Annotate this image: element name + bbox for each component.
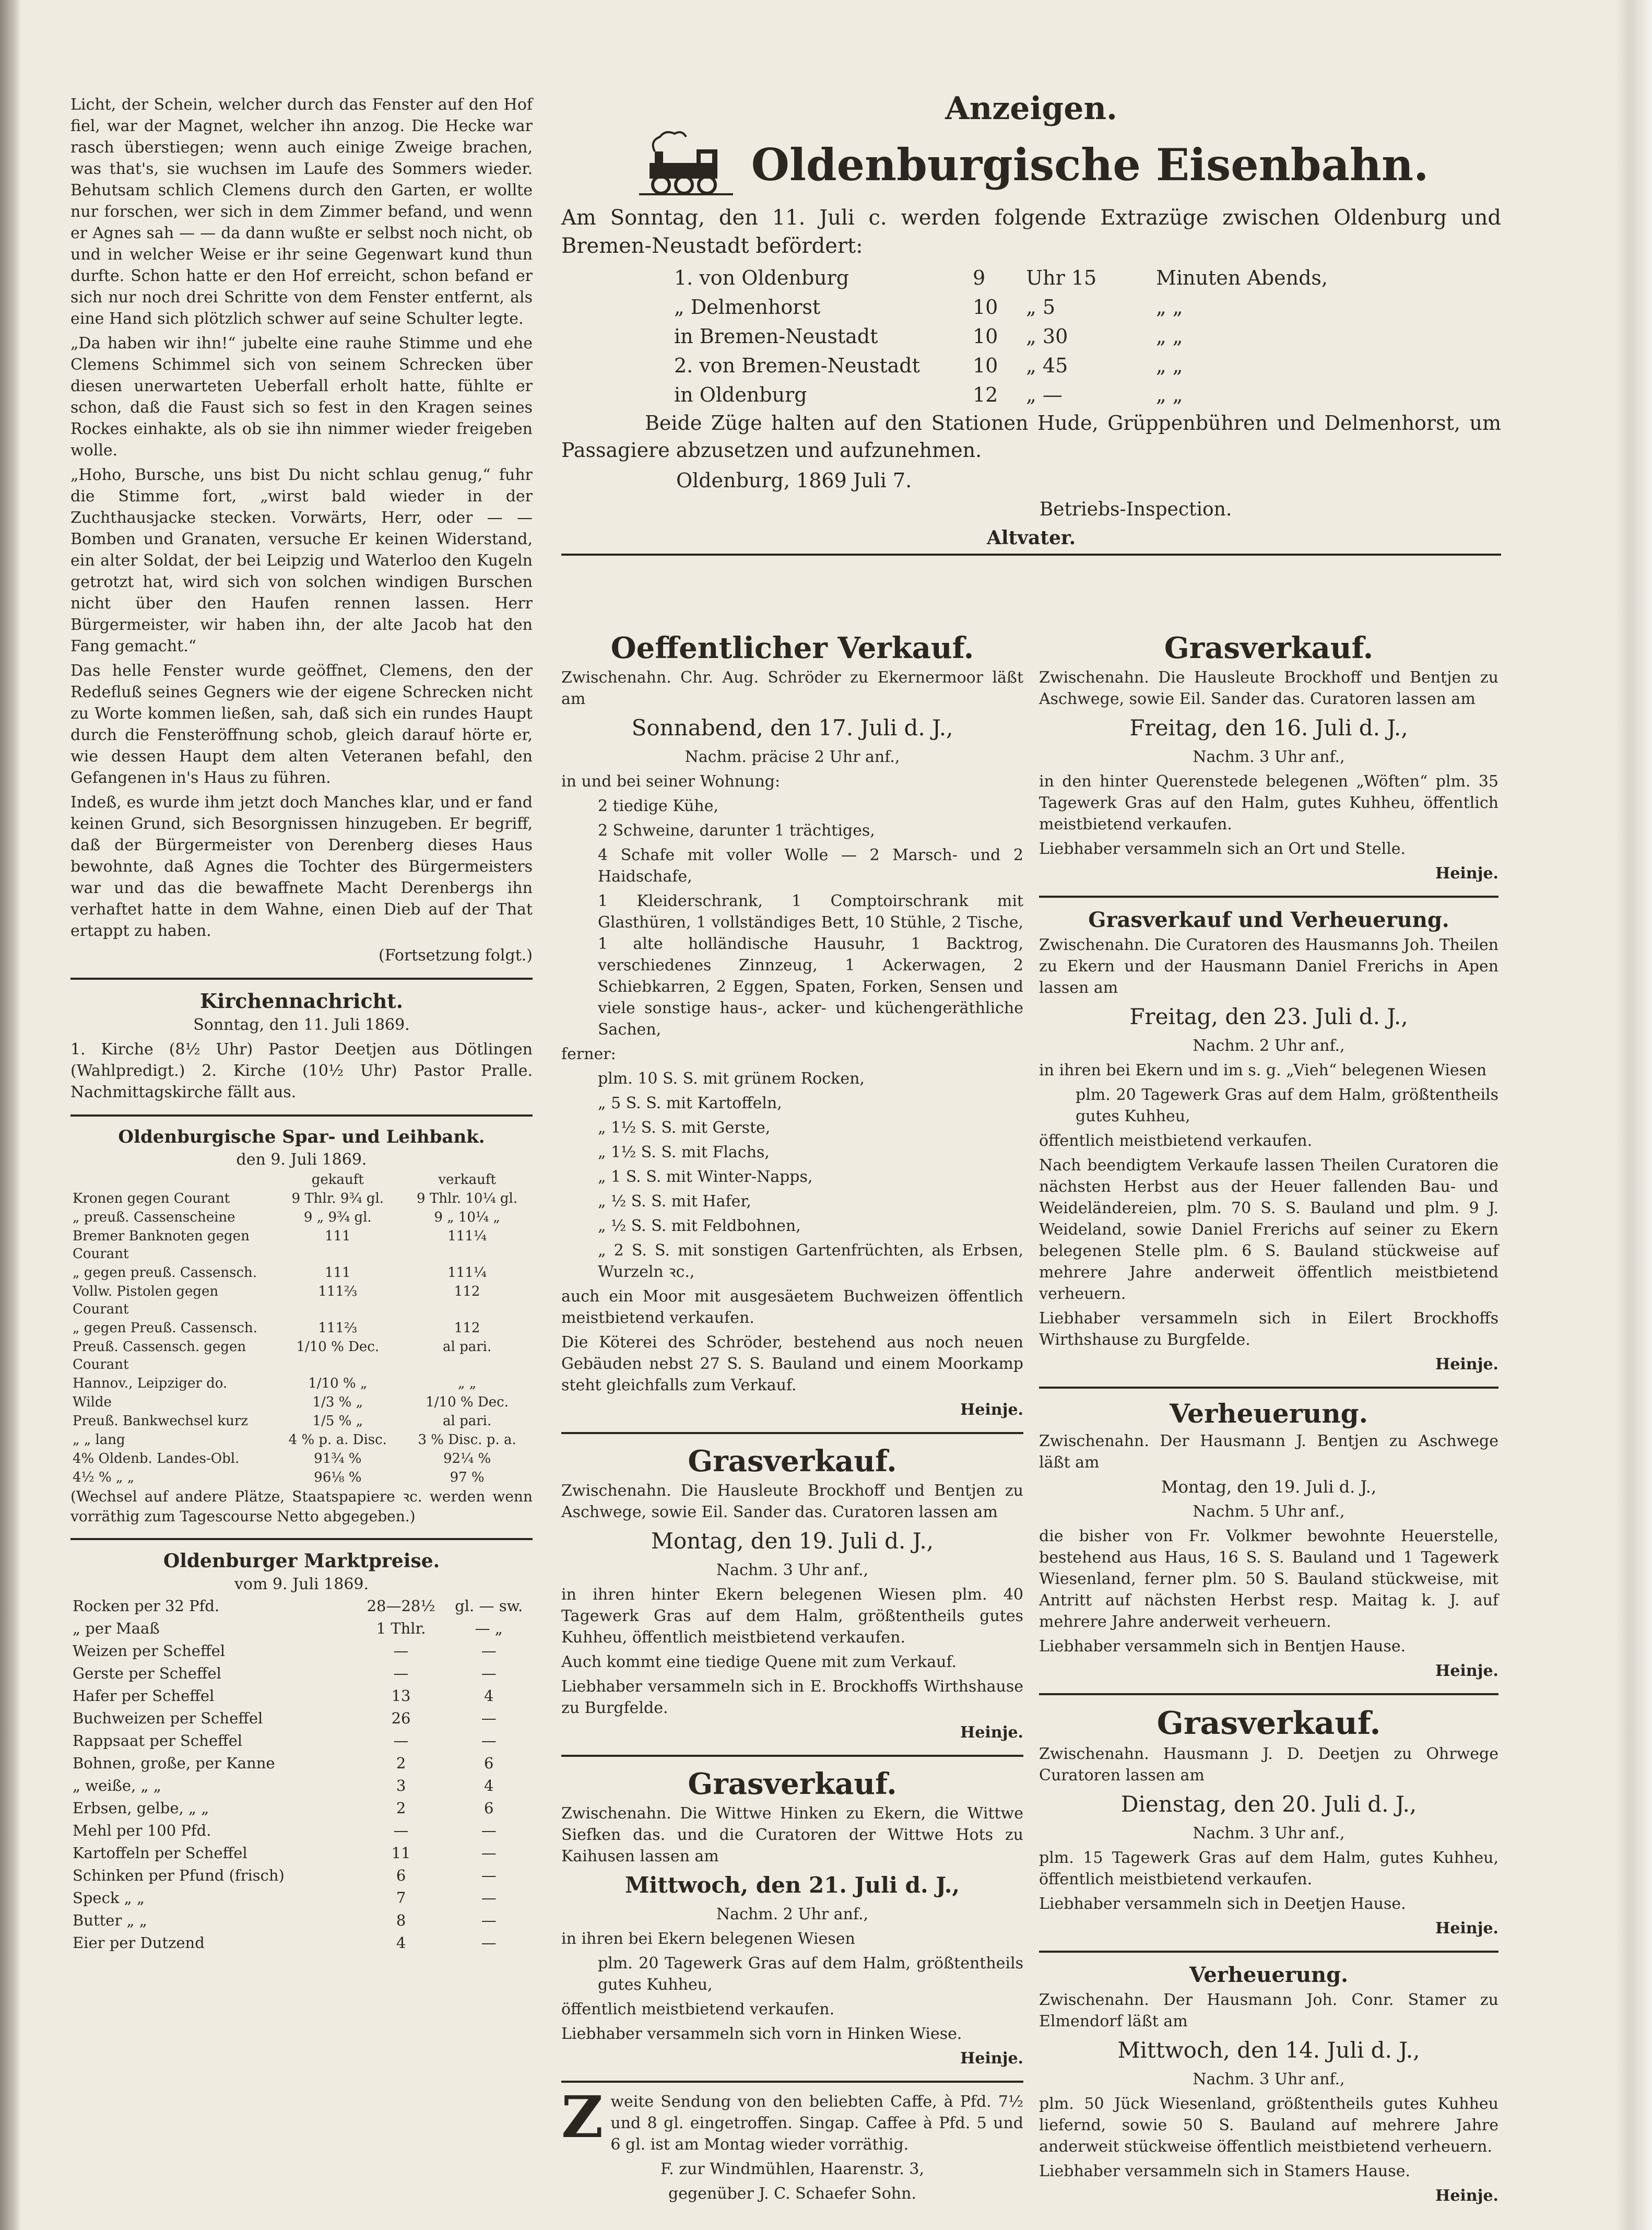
ad1-tail: auch ein Moor mit ausgesäetem Buchweizen öffentlich meistbietend verkaufen.: [561, 1287, 1023, 1327]
table-cell: Kronen gegen Courant: [73, 1191, 230, 1206]
table-cell: 2: [396, 1799, 406, 1817]
table-cell: 91¾ %: [314, 1451, 362, 1466]
ad1-tail: Die Köterei des Schröder, bestehend aus noch neuen Gebäuden nebst 27 S. S. Bauland und einem Moorkamp steht gleichfalls zum Verkauf.: [561, 1333, 1023, 1394]
table-cell: 9 „ 9¾ gl.: [303, 1210, 372, 1225]
table-row: [70, 1662, 533, 1685]
ad5-date: Freitag, den 16. Juli d. J.,: [1129, 715, 1408, 741]
table-cell: Rocken per 32 Pfd.: [73, 1597, 220, 1615]
table-cell: 1/5 % „: [312, 1413, 363, 1429]
ad8-meet: Liebhaber versammeln sich in Deetjen Hause.: [1039, 1895, 1406, 1913]
ad7-meet: Liebhaber versammeln sich in Bentjen Hause.: [1039, 1637, 1406, 1656]
table-cell: Gerste per Scheffel: [73, 1664, 221, 1682]
table-row: [70, 1640, 533, 1662]
story-paragraph: „Da haben wir ihn!“ jubelte eine rauhe Stimme und ehe Clemens Schimmel sich von seinem Schrecken über diesen unerwarteten Ueberfall erholt hatte, fühlte er schon, daß die Faust sich so fest in den Kragen seines Rockes einhakte, als ob sie ihn nimmer wieder freigeben wolle.: [70, 334, 533, 460]
bank-note: (Wechsel auf andere Plätze, Staatspapiere ꝛc. werden wenn vorräthig zum Tagescourse Netto abgegeben.): [70, 1488, 533, 1525]
ad3-date: Mittwoch, den 21. Juli d. J.,: [624, 1872, 960, 1898]
ad9-body: plm. 50 Jück Wiesenland, größtentheils gutes Kuhheu liefernd, sowie 50 S. Bauland auf mehrere Jahre anderweit stückweise öffentlich meistbietend verheuern.: [1039, 2095, 1498, 2156]
table-row: [70, 1337, 533, 1374]
ad5-meet: Liebhaber versammeln sich an Ort und Stelle.: [1039, 840, 1406, 858]
markt-table: [70, 1595, 533, 1954]
ad7-body: die bisher von Fr. Volkmer bewohnte Heuerstelle, bestehend aus Haus, 16 S. S. Bauland und 1 Tagewerk Wiesenland, ferner plm. 50 S. Bauland stückweise, mit Antritt auf nächsten Herbst resp. Maitag k. J. auf mehrere Jahre anderweit verheuern.: [1039, 1527, 1498, 1631]
table-cell: „ „: [457, 1376, 477, 1391]
ad3-time: Nachm. 2 Uhr anf.,: [716, 1905, 869, 1923]
ad1-item: „ 1½ S. S. mit Flachs,: [598, 1143, 770, 1161]
story-paragraph: Licht, der Schein, welcher durch das Fenster auf den Hof fiel, war der Magnet, welcher ihn anzog. Die Hecke war rasch überstiegen; wenn auch einige Zweige brachen, was that's, sie wuchsen im Laufe des Sommers wieder. Behutsam schlich Clemens durch den Garten, er wollte nur forschen, wer sich in dem Zimmer befand, und wenn er Agnes sah — — da dann wußte er selbst noch nicht, ob und in welcher Weise er ihr seine Gegenwart kund thun durfte. Schon hatte er den Hof erreicht, schon befand er sich nur noch drei Schritte von dem Fenster entfernt, als eine Hand sich plötzlich schwer auf seine Schulter legte.: [70, 96, 533, 328]
table-row: [70, 1282, 533, 1319]
ad2-meet: Liebhaber versammeln sich in E. Brockhoffs Wirthshause zu Burgfelde.: [561, 1677, 1023, 1717]
table-cell: „ —: [1026, 383, 1063, 406]
table-cell: Vollw. Pistolen gegen Courant: [73, 1284, 219, 1317]
table-cell: Bremer Banknoten gegen Courant: [73, 1228, 250, 1262]
table-row: [70, 1374, 533, 1393]
ad6-body: plm. 20 Tagewerk Gras auf dem Halm, größtentheils gutes Kuhheu,: [1076, 1086, 1498, 1125]
ad1-date: Sonnabend, den 17. Juli d. J.,: [631, 715, 953, 741]
table-cell: Speck „ „: [73, 1889, 145, 1907]
bank-date: den 9. Juli 1869.: [236, 1151, 367, 1169]
table-header: gekauft: [311, 1172, 364, 1188]
table-cell: „ weiße, „ „: [73, 1777, 161, 1794]
table-row: [70, 1393, 533, 1412]
table-cell: 6: [483, 1799, 494, 1817]
kirche-date: Sonntag, den 11. Juli 1869.: [193, 1016, 410, 1034]
table-row: [70, 1685, 533, 1707]
kirche-title: Kirchennachricht.: [199, 989, 404, 1013]
ad9-signature: Heinje.: [1435, 2187, 1498, 2205]
railway-title: Oldenburgische Eisenbahn.: [751, 138, 1429, 191]
table-cell: 112: [454, 1284, 480, 1299]
story-paragraph: „Hoho, Bursche, uns bist Du nicht schlau genug,“ fuhr die Stimme fort, „wirst bald wieder in der Zuchthausjacke stecken. Vorwärts, Herr, oder — — Bomben und Granaten, versuche Er keinen Widerstand, ein alter Soldat, der bei Leipzig und Waterloo den Kugeln getrotzt hat, wird sich von solchen windigen Burschen nicht über den Haufen rennen lassen. Herr Bürgermeister, wir haben ihn, der alte Jacob hat den Fang gemacht.“: [70, 466, 533, 655]
markt-date: vom 9. Juli 1869.: [234, 1575, 369, 1593]
table-cell: „ „: [1156, 325, 1183, 348]
table-row: [70, 1468, 533, 1487]
ad8-body: plm. 15 Tagewerk Gras auf dem Halm, gutes Kuhheu, öffentlich meistbietend verkaufen.: [1039, 1849, 1498, 1888]
ad2-extra: Auch kommt eine tiedige Quene mit zum Verkauf.: [561, 1653, 957, 1671]
table-cell: Uhr 15: [1026, 266, 1097, 289]
table-cell: 112: [454, 1320, 480, 1336]
table-row: [70, 1842, 533, 1864]
ad4-text: [561, 2083, 1023, 2155]
ad7-lead: Zwischenahn. Der Hausmann J. Bentjen zu Aschwege läßt am: [1039, 1432, 1498, 1472]
ad2-signature: Heinje.: [960, 1723, 1023, 1742]
table-row: [70, 1797, 533, 1820]
table-row: [70, 1775, 533, 1797]
table-row: [70, 1932, 533, 1954]
ad1-item: 4 Schafe mit voller Wolle — 2 Marsch- und 2 Haidschafe,: [598, 846, 1023, 886]
divider: [561, 1755, 1023, 1757]
table-cell: 1/3 % „: [312, 1394, 363, 1410]
table-cell: Buchweizen per Scheffel: [73, 1709, 263, 1727]
ad2-date: Montag, den 19. Juli d. J.,: [651, 1528, 934, 1554]
table-cell: 111: [324, 1228, 351, 1244]
ad1-item: 2 Schweine, darunter 1 trächtiges,: [598, 821, 875, 840]
table-cell: Rappsaat per Scheffel: [73, 1732, 243, 1750]
ad9-meet: Liebhaber versammeln sich in Stamers Hause.: [1039, 2162, 1411, 2180]
table-cell: —: [393, 1642, 409, 1660]
table-cell: Mehl per 100 Pfd.: [73, 1822, 211, 1839]
table-cell: 9 Thlr. 10¼ gl.: [417, 1191, 518, 1206]
table-cell: 4: [483, 1777, 494, 1794]
ad9-title: Verheuerung.: [1189, 1963, 1349, 1987]
divider: [561, 554, 1501, 556]
divider: [561, 1432, 1023, 1434]
bank-table: [70, 1170, 533, 1487]
ad7-signature: Heinje.: [1435, 1662, 1498, 1680]
table-cell: 1. von Oldenburg: [674, 266, 849, 289]
ad6-sale: öffentlich meistbietend verkaufen.: [1039, 1132, 1313, 1150]
ad1-item: „ ½ S. S. mit Hafer,: [598, 1192, 751, 1211]
ad5-body: in den hinter Querenstede belegenen „Wöften“ plm. 35 Tagewerk Gras auf den Halm, gutes Kuhheu, öffentlich meistbietend verkaufen.: [1039, 772, 1498, 834]
table-row: [70, 1864, 533, 1887]
table-cell: 6: [396, 1867, 406, 1884]
bank-title: Oldenburgische Spar- und Leihbank.: [118, 1126, 485, 1147]
divider: [70, 1538, 533, 1540]
table-cell: „ preuß. Cassenscheine: [73, 1210, 235, 1225]
ad1-item: „ 2 S. S. mit sonstigen Gartenfrüchten, als Erbsen, Wurzeln ꝛc.,: [598, 1241, 1023, 1281]
table-cell: 96⅛ %: [314, 1470, 362, 1485]
ad2-lead: Zwischenahn. Die Hausleute Brockhoff und Bentjen zu Aschwege, sowie Eil. Sander das. Curatoren lassen am: [561, 1482, 1023, 1521]
continuation-note: (Fortsetzung folgt.): [379, 946, 533, 965]
divider: [1039, 1387, 1498, 1389]
table-row: [671, 351, 1454, 380]
table-cell: 111⅔: [318, 1284, 358, 1299]
railway-place-date: Oldenburg, 1869 Juli 7.: [676, 469, 912, 492]
table-cell: 12: [973, 383, 998, 406]
table-cell: Preuß. Bankwechsel kurz: [73, 1413, 248, 1429]
table-cell: „ 5: [1026, 296, 1056, 319]
ad4-address: gegenüber J. C. Schaefer Sohn.: [668, 2185, 916, 2203]
table-cell: —: [481, 1911, 497, 1929]
railway-intro: Am Sonntag, den 11. Juli c. werden folgende Extrazüge zwischen Oldenburg und Bremen-Neustadt befördert:: [561, 206, 1501, 258]
ad1-time: Nachm. präcise 2 Uhr anf.,: [685, 748, 900, 766]
table-row: [70, 1820, 533, 1842]
table-row: [70, 1208, 533, 1227]
ad1-item: 1 Kleiderschrank, 1 Comptoirschrank mit Glasthüren, 1 vollständiges Bett, 10 Stühle, 2 Tische, 1 alte holländische Hausuhr, 1 Backtrog, verschiedenes Zinnzeug, 1 Ackerwagen, 2 Schiebkarren, 2 Eggen, Spaten, Forken, Sensen und viele sonstige haus-, acker- und küchengeräthliche Sachen,: [598, 892, 1023, 1039]
divider: [70, 1114, 533, 1117]
table-cell: 10: [973, 296, 998, 319]
table-cell: 2: [396, 1754, 406, 1772]
ad9-date: Mittwoch, den 14. Juli d. J.,: [1117, 2037, 1420, 2063]
ad1-where: in und bei seiner Wohnung:: [561, 772, 781, 791]
ad1-item: „ 5 S. S. mit Kartoffeln,: [598, 1094, 782, 1112]
railway-office: Betriebs-Inspection.: [1039, 499, 1232, 520]
table-cell: —: [481, 1709, 497, 1727]
divider: [1039, 1951, 1498, 1953]
ad8-time: Nachm. 3 Uhr anf.,: [1193, 1824, 1345, 1842]
ad6-signature: Heinje.: [1435, 1355, 1498, 1374]
ad5-title: Grasverkauf.: [1164, 631, 1374, 665]
table-cell: 9 Thlr. 9¾ gl.: [291, 1191, 384, 1206]
divider: [1039, 1693, 1498, 1695]
table-row: [70, 1730, 533, 1752]
ad1-item: 2 tiedige Kühe,: [598, 797, 719, 815]
ad1-title: Oeffentlicher Verkauf.: [610, 631, 974, 665]
ad1-ferner: ferner:: [561, 1045, 616, 1063]
table-cell: „ 45: [1026, 354, 1068, 377]
table-cell: 10: [973, 354, 998, 377]
table-cell: Weizen per Scheffel: [73, 1642, 226, 1660]
table-cell: 1/10 % Dec.: [296, 1339, 380, 1355]
table-cell: Minuten Abends,: [1156, 266, 1328, 289]
table-cell: Hannov., Leipziger do.: [73, 1376, 228, 1391]
ad8-date: Dienstag, den 20. Juli d. J.,: [1120, 1791, 1417, 1817]
table-cell: Erbsen, gelbe, „ „: [73, 1799, 209, 1817]
ad5-lead: Zwischenahn. Die Hausleute Brockhoff und Bentjen zu Aschwege, sowie Eil. Sander das. Curatoren lassen am: [1039, 668, 1498, 708]
left-column: [70, 94, 533, 1954]
table-cell: 13: [391, 1687, 411, 1705]
table-row: [70, 1227, 533, 1263]
ad6-date: Freitag, den 23. Juli d. J.,: [1129, 1004, 1408, 1029]
table-cell: „ „: [1156, 296, 1183, 319]
table-row: [70, 1263, 533, 1282]
table-cell: „ „: [1156, 383, 1183, 406]
table-cell: in Bremen-Neustadt: [674, 325, 878, 348]
ad3-meet: Liebhaber versammeln sich vorn in Hinken Wiese.: [561, 2025, 962, 2043]
ad2-title: Grasverkauf.: [688, 1444, 897, 1478]
table-row: [70, 1595, 533, 1617]
timetable: [671, 263, 1454, 409]
locomotive-icon: [634, 131, 738, 198]
ad3-title: Grasverkauf.: [688, 1767, 897, 1801]
table-header-row: [70, 1170, 533, 1189]
table-cell: 1/10 % „: [308, 1376, 368, 1391]
railway-title-row: [561, 131, 1501, 198]
table-cell: „ 30: [1026, 325, 1068, 348]
table-cell: al pari.: [442, 1413, 492, 1429]
ad6-meet: Liebhaber versammeln sich in Eilert Brockhoffs Wirthshause zu Burgfelde.: [1039, 1309, 1498, 1349]
table-header: verkauft: [438, 1172, 496, 1188]
table-cell: 111: [324, 1265, 351, 1281]
table-cell: 4½ % „ „: [73, 1470, 135, 1485]
table-cell: al pari.: [442, 1339, 492, 1355]
table-cell: —: [481, 1822, 497, 1839]
table-row: [70, 1412, 533, 1430]
table-row: [70, 1189, 533, 1208]
table-cell: 6: [483, 1754, 494, 1772]
table-cell: 3: [396, 1777, 406, 1794]
table-cell: „ gegen Preuß. Cassensch.: [73, 1320, 257, 1336]
middle-column: [561, 629, 1023, 2208]
table-cell: 111⅔: [318, 1320, 358, 1336]
table-cell: gl. — sw.: [455, 1597, 523, 1615]
table-cell: 1/10 % Dec.: [426, 1394, 509, 1410]
railway-outro: Beide Züge halten auf den Stationen Hude, Grüppenbühren und Delmenhorst, um Passagiere abzusetzen und aufzunehmen.: [561, 412, 1501, 462]
table-cell: —: [481, 1934, 497, 1952]
table-cell: —: [393, 1822, 409, 1839]
table-cell: 97 %: [450, 1470, 485, 1485]
table-cell: „ per Maaß: [73, 1619, 160, 1637]
ad3-sale: öffentlich meistbietend verkaufen.: [561, 2000, 835, 2018]
divider: [561, 2081, 1023, 2083]
ad7-date: Montag, den 19. Juli d. J.,: [1161, 1477, 1377, 1497]
table-cell: —: [481, 1889, 497, 1907]
ad3-lead: Zwischenahn. Die Wittwe Hinken zu Ekern, die Wittwe Siefken das. und die Curatoren der Wittwe Hots zu Kaihusen lassen am: [561, 1804, 1023, 1865]
table-row: [70, 1909, 533, 1932]
table-cell: Hafer per Scheffel: [73, 1687, 215, 1705]
table-row: [70, 1617, 533, 1640]
table-cell: Butter „ „: [73, 1911, 147, 1929]
ad7-time: Nachm. 5 Uhr anf.,: [1193, 1503, 1345, 1521]
table-cell: 111¼: [447, 1228, 487, 1244]
ad5-time: Nachm. 3 Uhr anf.,: [1193, 748, 1345, 766]
table-row: [70, 1887, 533, 1909]
ad6-lead: Zwischenahn. Die Curatoren des Hausmanns Joh. Theilen zu Ekern und der Hausmann Daniel Frerichs in Apen lassen am: [1039, 936, 1498, 997]
table-cell: 1 Thlr.: [376, 1619, 426, 1637]
table-cell: —: [393, 1732, 409, 1750]
table-cell: —: [481, 1642, 497, 1660]
ad3-signature: Heinje.: [960, 2049, 1023, 2068]
ad7-title: Verheuerung.: [1169, 1398, 1368, 1429]
ad8-signature: Heinje.: [1435, 1919, 1498, 1938]
table-cell: —: [481, 1732, 497, 1750]
ad1-item: „ 1½ S. S. mit Gerste,: [598, 1119, 771, 1137]
ad9-lead: Zwischenahn. Der Hausmann Joh. Conr. Stamer zu Elmendorf läßt am: [1039, 1991, 1498, 2031]
table-cell: —: [393, 1664, 409, 1682]
table-cell: Kartoffeln per Scheffel: [73, 1844, 247, 1862]
ad1-item: „ 1 S. S. mit Winter-Napps,: [598, 1168, 813, 1186]
ad2-time: Nachm. 3 Uhr anf.,: [716, 1561, 869, 1579]
ad1-item: „ ½ S. S. mit Feldbohnen,: [598, 1217, 801, 1235]
ad1-signature: Heinje.: [960, 1401, 1023, 1419]
table-cell: 26: [391, 1709, 411, 1727]
table-cell: 11: [391, 1844, 411, 1862]
table-row: [70, 1430, 533, 1449]
table-cell: 9: [973, 266, 986, 289]
table-cell: 92¼ %: [443, 1451, 491, 1466]
table-cell: 28—28½: [367, 1597, 435, 1615]
table-cell: Bohnen, große, per Kanne: [73, 1754, 275, 1772]
story-paragraph: Das helle Fenster wurde geöffnet, Clemens, den der Redefluß seines Gegners wie der eigene Schrecken nicht zu Worte kommen ließen, sah, daß sich ein rundes Haupt durch die Fensteröffnung schob, gleich darauf hörte er, wie dessen Haupt dem alten Veteranen befahl, den Gefangenen in's Haus zu führen.: [70, 662, 533, 787]
table-cell: —: [481, 1844, 497, 1862]
table-cell: 2. von Bremen-Neustadt: [674, 354, 920, 377]
table-row: [70, 1707, 533, 1730]
ad6-after: Nach beendigtem Verkaufe lassen Theilen Curatoren die nächsten Herbst aus der Heuer fallenden Bau- und Weideländereien, plm. 70 S. S. Bauland und plm. 9 J. Weideland, sowie Daniel Frerichs auf seiner zu Ekern belegenen Stelle plm. 6 S. Bauland stückweise auf mehrere Jahre anderweit öffentlich meistbietend verheuern.: [1039, 1156, 1498, 1303]
table-row: [671, 322, 1454, 351]
ad6-where: in ihren bei Ekern und im s. g. „Vieh“ belegenen Wiesen: [1039, 1061, 1487, 1079]
table-cell: 4: [483, 1687, 494, 1705]
ad8-lead: Zwischenahn. Hausmann J. D. Deetjen zu Ohrwege Curatoren lassen am: [1039, 1745, 1498, 1785]
railway-signature: Altvater.: [986, 527, 1076, 549]
table-row: [671, 380, 1454, 409]
table-cell: — „: [475, 1619, 503, 1637]
table-row: [70, 1449, 533, 1468]
ad2-body: in ihren hinter Ekern belegenen Wiesen plm. 40 Tagewerk Gras auf dem Halm, größtentheils gutes Kuhheu, öffentlich meistbietend verkaufen.: [561, 1586, 1023, 1647]
ad4-initial: Z: [561, 2083, 604, 2151]
ad6-time: Nachm. 2 Uhr anf.,: [1193, 1037, 1345, 1055]
table-cell: 4 % p. a. Disc.: [288, 1432, 387, 1448]
kirche-text: 1. Kirche (8½ Uhr) Pastor Deetjen aus Dötlingen (Wahlpredigt.) 2. Kirche (10½ Uhr) Pastor Pralle. Nachmittagskirche fällt aus.: [70, 1040, 533, 1101]
table-cell: „ „ lang: [73, 1432, 125, 1448]
markt-title: Oldenburger Marktpreise.: [163, 1550, 440, 1572]
table-cell: Preuß. Cassensch. gegen Courant: [73, 1339, 246, 1372]
table-cell: 7: [396, 1889, 406, 1907]
eisenbahn-notice: [561, 89, 1501, 564]
ad5-signature: Heinje.: [1435, 864, 1498, 883]
ad4-firm: F. zur Windmühlen, Haarenstr. 3,: [660, 2160, 925, 2178]
table-row: [671, 292, 1454, 322]
table-cell: in Oldenburg: [674, 383, 807, 406]
table-row: [70, 1752, 533, 1775]
table-cell: „ Delmenhorst: [674, 296, 821, 319]
ad4-body: weite Sendung von den beliebten Caffe, à Pfd. 7½ und 8 gl. eingetroffen. Singap. Caffee à Pfd. 5 und 6 gl. ist am Montag wieder vorräthig.: [610, 2093, 1023, 2154]
table-cell: Schinken per Pfund (frisch): [73, 1867, 285, 1884]
ad1-item: plm. 10 S. S. mit grünem Rocken,: [598, 1070, 865, 1088]
table-cell: 9 „ 10¼ „: [434, 1210, 500, 1225]
table-cell: 4% Oldenb. Landes-Obl.: [73, 1451, 240, 1466]
ad6-title: Grasverkauf und Verheuerung.: [1088, 908, 1449, 932]
anzeigen-heading: Anzeigen.: [945, 90, 1117, 127]
table-cell: 111¼: [447, 1265, 487, 1281]
table-cell: Wilde: [73, 1394, 112, 1410]
table-cell: 8: [396, 1911, 406, 1929]
table-row: [671, 263, 1454, 292]
table-cell: —: [481, 1867, 497, 1884]
right-column: [1039, 629, 1498, 2206]
story-paragraph: Indeß, es wurde ihm jetzt doch Manches klar, und er fand keinen Grund, sich Besorgnissen hinzugeben. Er begriff, daß der Bürgermeister von Derenberg dieses Haus bewohnte, daß Agnes die Tochter des Bürgermeisters war und das die bewaffnete Macht Derenbergs ihn verhaftet hatte in dem Wahne, einen Dieb auf der That ertappt zu haben.: [70, 793, 533, 940]
ad1-lead: Zwischenahn. Chr. Aug. Schröder zu Ekernermoor läßt am: [561, 668, 1023, 708]
ad3-body: plm. 20 Tagewerk Gras auf dem Halm, größtentheils gutes Kuhheu,: [598, 1954, 1023, 1994]
page-gutter-left: [0, 0, 21, 2230]
table-cell: „ gegen preuß. Cassensch.: [73, 1265, 257, 1281]
divider: [70, 978, 533, 980]
divider: [1039, 896, 1498, 898]
ad8-title: Grasverkauf.: [1157, 1705, 1381, 1742]
table-cell: Eier per Dutzend: [73, 1934, 205, 1952]
ad3-where: in ihren bei Ekern belegenen Wiesen: [561, 1930, 855, 1948]
table-row: [70, 1319, 533, 1337]
table-cell: 3 % Disc. p. a.: [418, 1432, 516, 1448]
page-edge-right: [1615, 0, 1652, 2230]
table-cell: —: [481, 1664, 497, 1682]
table-cell: 10: [973, 325, 998, 348]
ad9-time: Nachm. 3 Uhr anf.,: [1193, 2070, 1345, 2088]
table-cell: „ „: [1156, 354, 1183, 377]
table-cell: 4: [396, 1934, 406, 1952]
